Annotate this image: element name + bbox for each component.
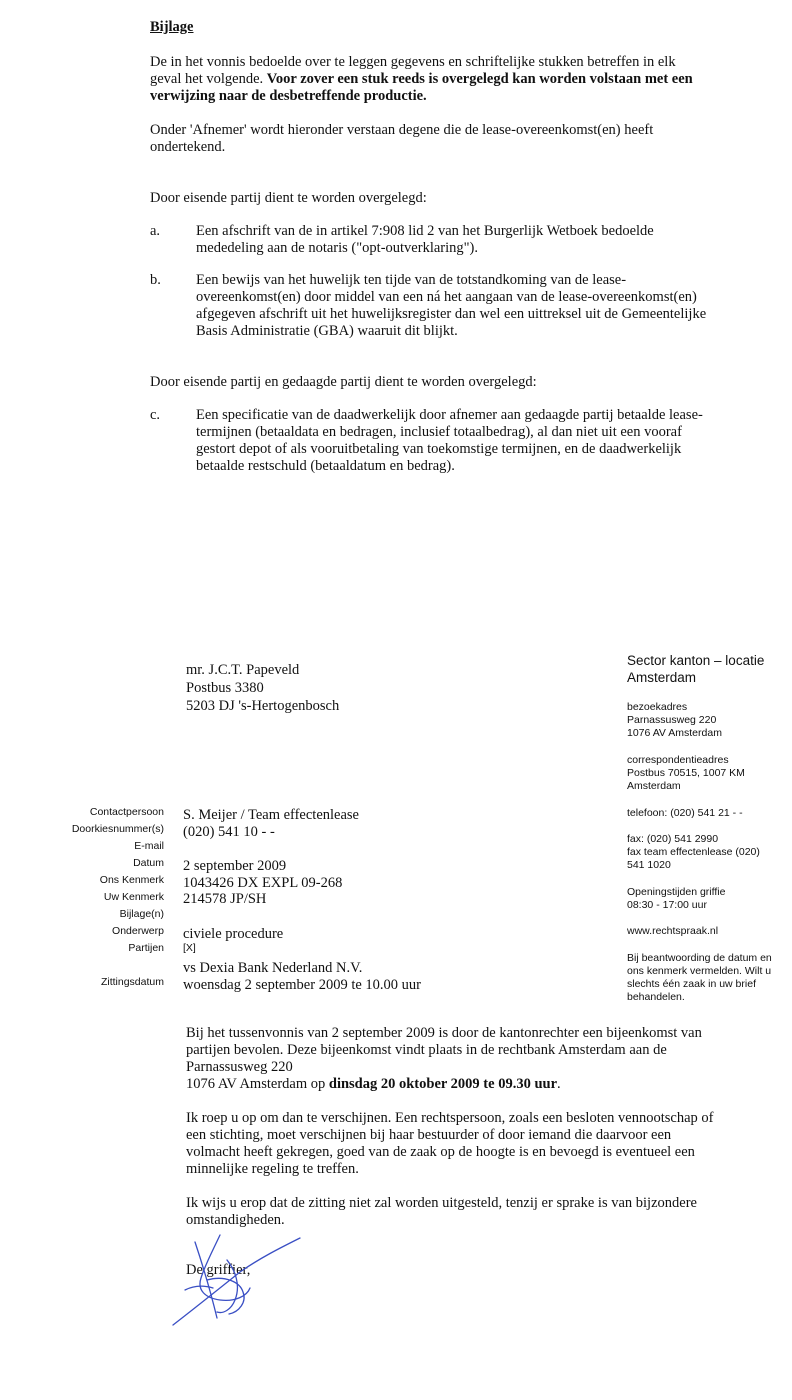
signature-stroke (217, 1260, 237, 1313)
your-reference-label: Uw Kenmerk (103, 891, 164, 903)
list-item-marker: b. (150, 272, 161, 288)
subject-label: Onderwerp (112, 925, 164, 937)
list-item-text: Een afschrift van de in artikel 7:908 lid 2 van het Burgerlijk Wetboek bedoelde mededeling aan de notaris ("opt-outverklaring"). (196, 223, 654, 256)
list-item-text: Een bewijs van het huwelijk ten tijde van de totstandkoming van de lease-overeenkomst(en) door middel van een ná het aangaan van de lease-overeenkomst(en) afgegeven afschrift uit het huwelijksregister dan wel een uittreksel uit de Gemeentelijke Basis Administratie (GBA) waaruit dit blijkt. (196, 272, 707, 339)
date-value: 2 september 2009 (183, 858, 287, 874)
sender-fax-team: fax team effectenlease (020) 541 1020 (627, 846, 760, 871)
annex-intro-bold-text: Voor zover een stuk reeds is overgelegd kan worden volstaan met een verwijzing naar de desbetreffende productie. (150, 71, 693, 104)
letter-closing: De griffier, (186, 1262, 251, 1278)
annex-definition-paragraph: Onder 'Afnemer' wordt hieronder verstaan degene die de lease-overeenkomst(en) heeft ondertekend. (150, 122, 654, 155)
hearing-datetime-bold: dinsdag 20 oktober 2009 te 09.30 uur (328, 1076, 558, 1092)
sender-phone: telefoon: (020) 541 21 - - (627, 807, 743, 819)
visit-address-label: bezoekadres (627, 701, 688, 713)
reply-notice: Bij beantwoording de datum en ons kenmerk vermelden. Wilt u slechts één zaak in uw brief behandelen. (627, 952, 772, 1003)
hearing-date-label: Zittingsdatum (100, 976, 164, 988)
annex-intro-paragraph (150, 54, 710, 105)
extension-label: Doorkiesnummer(s) (71, 823, 164, 835)
our-reference-label: Ons Kenmerk (99, 874, 164, 886)
section2-heading: Door eisende partij en gedaagde partij dient te worden overgelegd: (150, 374, 537, 390)
sender-fax: fax: (020) 541 2990 (627, 833, 719, 845)
website-link[interactable]: www.rechtspraak.nl (627, 925, 719, 937)
annex-intro-text: De in het vonnis bedoelde over te leggen gegevens en schriftelijke stukken betreffen in elk geval het volgende. (150, 54, 676, 87)
date-label: Datum (133, 857, 164, 869)
parties-opponent: vs Dexia Bank Nederland N.V. (183, 960, 363, 976)
correspondence-label: correspondentieadres (627, 754, 729, 766)
letter-paragraph-1-text: Bij het tussenvonnis van 2 september 2009 is door de kantonrechter een bijeenkomst van partijen bevolen. Deze bijeenkomst vindt plaats in de rechtbank Amsterdam aan de Parnassusweg 220 (186, 1025, 702, 1075)
parties-label: Partijen (128, 942, 164, 954)
subject-value: civiele procedure (183, 926, 284, 942)
opening-hours: 08:30 - 17:00 uur (627, 899, 707, 911)
email-label: E-mail (134, 840, 164, 852)
contact-value: S. Meijer / Team effectenlease (183, 807, 359, 823)
sender-title: Sector kanton – locatie Amsterdam (627, 653, 765, 685)
extension-value: (020) 541 10 - - (183, 824, 275, 840)
list-item-marker: c. (150, 407, 161, 423)
attachments-label: Bijlage(n) (119, 908, 164, 920)
hearing-date-value: woensdag 2 september 2009 te 10.00 uur (183, 977, 421, 993)
letter-paragraph-1-line2: 1076 AV Amsterdam op (186, 1076, 329, 1092)
section1-heading: Door eisende partij dient te worden overgelegd: (150, 190, 427, 206)
recipient-city: 5203 DJ 's-Hertogenbosch (186, 698, 340, 714)
visit-street: Parnassusweg 220 (627, 714, 717, 726)
our-reference-value: 1043426 DX EXPL 09-268 (183, 875, 343, 891)
letter-paragraph-3: Ik wijs u erop dat de zitting niet zal worden uitgesteld, tenzij er sprake is van bijzondere omstandigheden. (186, 1195, 697, 1228)
correspondence-address: Postbus 70515, 1007 KM Amsterdam (627, 767, 745, 792)
contact-label: Contactpersoon (89, 806, 164, 818)
your-reference-value: 214578 JP/SH (183, 891, 267, 907)
opening-hours-label: Openingstijden griffie (627, 886, 726, 898)
letter-paragraph-1-end: . (557, 1076, 561, 1092)
letter-paragraph-1 (186, 1025, 716, 1093)
parties-value: [X] (183, 942, 196, 954)
list-item-text: Een specificatie van de daadwerkelijk door afnemer aan gedaagde partij betaalde lease-termijnen (betaaldata en bedragen, inclusief totaalbedrag), al dan niet uit een vooraf gestort depot of als vooruitbetaling van toekomstige termijnen, en de daadwerkelijk betaalde restschuld (betaaldatum en bedrag). (196, 407, 703, 474)
recipient-name: mr. J.C.T. Papeveld (186, 662, 300, 678)
letter-paragraph-2: Ik roep u op om dan te verschijnen. Een rechtspersoon, zoals een besloten vennootschap of een stichting, moet verschijnen bij haar bestuurder of door iemand die daarvoor een volmacht heeft gekregen, goed van de zaak op de hoogte is en bevoegd is eventueel een minnelijke regeling te treffen. (186, 1110, 714, 1177)
list-item-marker: a. (150, 223, 161, 239)
recipient-po-box: Postbus 3380 (186, 680, 264, 696)
visit-city: 1076 AV Amsterdam (627, 727, 722, 739)
signature (165, 1230, 310, 1330)
annex-heading: Bijlage (150, 19, 194, 35)
signature-stroke (195, 1242, 217, 1318)
